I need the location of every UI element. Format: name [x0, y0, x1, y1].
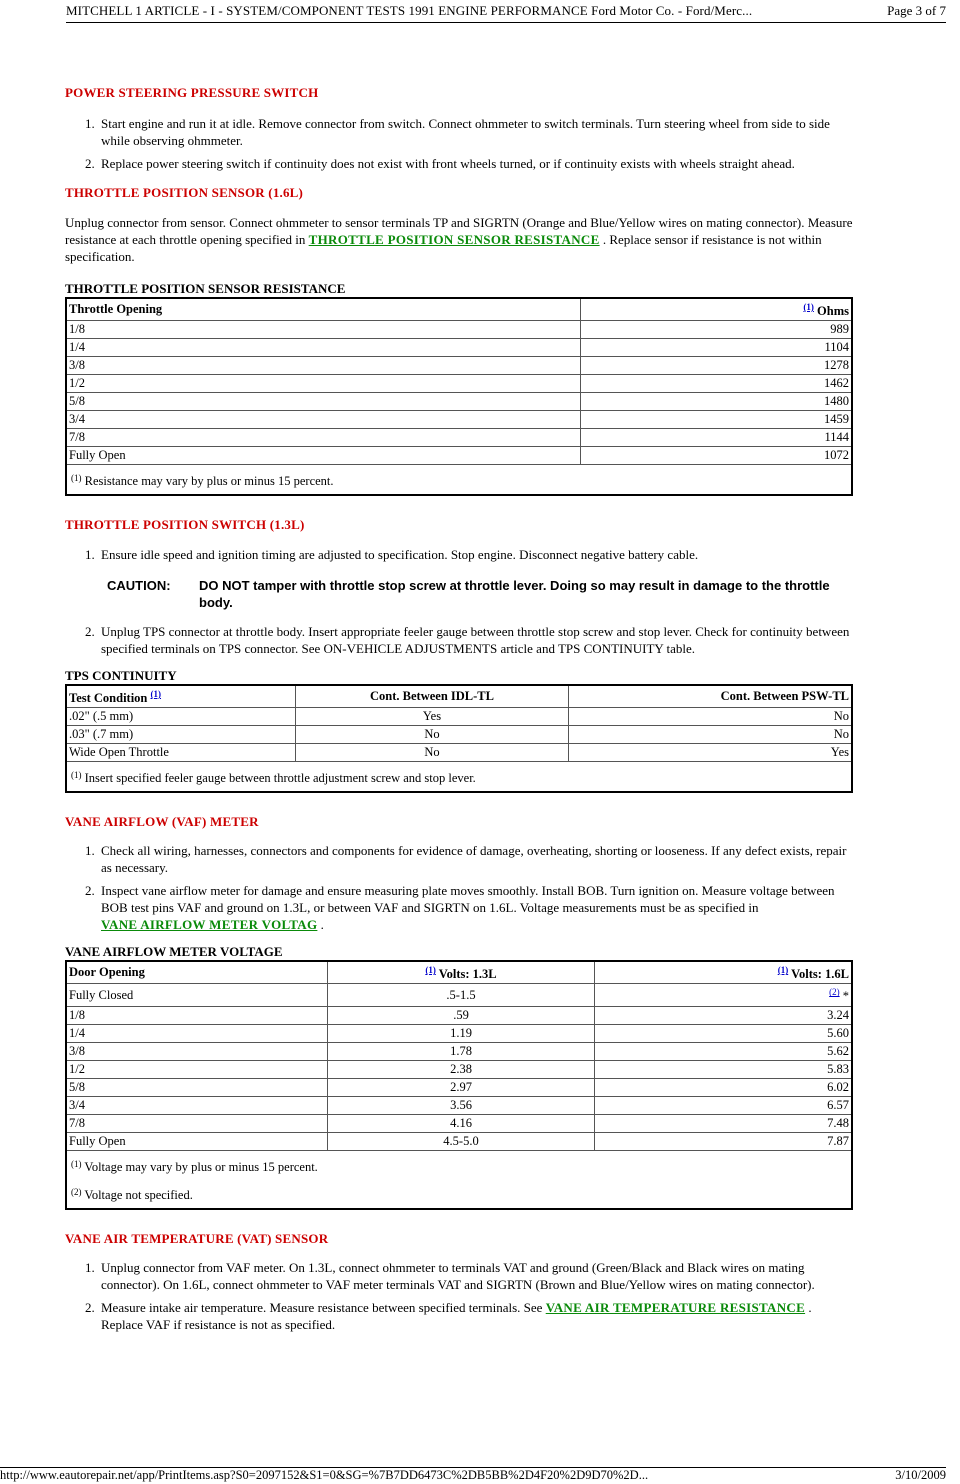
page-header: [66, 0, 946, 23]
vaf-steps: [65, 842, 853, 933]
table-row: Fully Open 1072: [66, 447, 852, 465]
list-item: 1. Unplug connector from VAF meter. On 1.3L, connect ohmmeter to terminals VAT and ground (Green/Black and Black wires on mating connector). On 1.6L, connect ohmmeter to VAF meter terminals VAT and SIGRTN (Brown and Blue/Yellow wires on mating connector).: [85, 1259, 815, 1292]
table-row: 1/2 1462: [66, 375, 852, 393]
list-item: 1. Start engine and run it at idle. Remove connector from switch. Connect ohmmeter to switch terminals. Turn steering wheel from side to side while observing ohmmeter.: [85, 116, 830, 148]
table-row: 5/8 1480: [66, 393, 852, 411]
column-header: Door Opening: [66, 961, 328, 984]
list-item: 2. Unplug TPS connector at throttle body. Insert appropriate feeler gauge between throttle stop screw and stop lever. Check for continuity between specified terminals on TPS connector. See ON-VEHICLE ADJUSTMENTS article and TPS CONTINUITY table.: [85, 624, 850, 657]
column-header: $^{(1)}$ Volts: 1.6L: [595, 961, 853, 984]
table-caption-tps-continuity: TPS CONTINUITY: [65, 668, 177, 684]
column-header: Cont. Between PSW-TL: [569, 685, 853, 708]
section-heading-vat-sensor: VANE AIR TEMPERATURE (VAT) SENSOR: [65, 1230, 329, 1246]
table-row: 1/2 2.38 5.83: [66, 1060, 852, 1078]
page-number: Page 3 of 7: [887, 3, 946, 18]
caution-notice: [107, 577, 853, 611]
table-row: .03" (.7 mm) No No: [66, 726, 852, 744]
table-header-row: [66, 961, 852, 984]
section-heading-tps-switch: THROTTLE POSITION SWITCH (1.3L): [65, 517, 305, 533]
list-item: 2. Inspect vane airflow meter for damage and ensure measuring plate moves smoothly. Install BOB. Turn ignition on. Measure voltage between BOB test pins VAF and ground on 1.3L, or between VAF and SIGRTN on 1.6L. Voltage measurements must be as specified in VANE AIRFLOW METER VOLTAG .: [85, 883, 835, 933]
footnote-link[interactable]: (1): [803, 302, 814, 312]
footnote-link[interactable]: (2): [829, 987, 840, 998]
caution-text: DO NOT tamper with throttle stop screw at throttle lever. Doing so may result in damage to the throttle body.: [199, 578, 830, 611]
page-footer: [0, 1467, 946, 1484]
tps-resistance-link[interactable]: THROTTLE POSITION SENSOR RESISTANCE: [308, 232, 600, 247]
article-title: MITCHELL 1 ARTICLE - I - SYSTEM/COMPONENT TESTS 1991 ENGINE PERFORMANCE Ford Motor Co. - Ford/Merc...: [66, 3, 753, 18]
vat-resistance-link[interactable]: VANE AIR TEMPERATURE RESISTANCE: [545, 1299, 806, 1315]
section-heading-vaf-meter: VANE AIRFLOW (VAF) METER: [65, 814, 259, 830]
table-row: Wide Open Throttle No Yes: [66, 744, 852, 762]
table-row: 7/8 1144: [66, 429, 852, 447]
tps-sensor-paragraph: Unplug connector from sensor. Connect ohmmeter to sensor terminals TP and SIGRTN (Orange and Blue/Yellow wires on mating connector). Measure resistance at each throttle opening specified in THROTTLE POSITION SENSOR RESISTANCE . Replace sensor if resistance is not within specification.: [65, 215, 853, 264]
table-row: .02" (.5 mm) Yes No: [66, 708, 852, 726]
power-steering-steps: [65, 115, 853, 172]
table-row: 1/8 989: [66, 321, 852, 339]
tps-continuity-table: [65, 684, 853, 793]
table-caption-vaf-voltage: VANE AIRFLOW METER VOLTAGE: [65, 944, 283, 960]
footnote-link[interactable]: (1): [777, 965, 789, 976]
table-row: 7/8 4.16 7.48: [66, 1114, 852, 1132]
table-caption-tps-resistance: THROTTLE POSITION SENSOR RESISTANCE: [65, 281, 346, 296]
article-body: [65, 84, 853, 1339]
list-item: 2. Measure intake air temperature. Measure resistance between specified terminals. See VANE AIR TEMPERATURE RESISTANCE . Replace VAF if resistance is not as specified.: [85, 1299, 812, 1332]
table-row: 1/8 .59 3.24: [66, 1006, 852, 1024]
print-date: 3/10/2009: [895, 1468, 946, 1482]
column-header: $^{(1)}$ Ohms: [581, 298, 853, 321]
caution-label: CAUTION:: [107, 578, 171, 594]
tps-switch-steps: [65, 546, 853, 563]
list-item: 1. Check all wiring, harnesses, connectors and components for evidence of damage, overheating, shorting or looseness. If any defect exists, repair as necessary.: [85, 843, 847, 876]
table-row: 3/4 3.56 6.57: [66, 1096, 852, 1114]
table-row: 3/8 1278: [66, 357, 852, 375]
section-heading-tps-sensor: THROTTLE POSITION SENSOR (1.6L): [65, 185, 304, 200]
column-header: Test Condition $^{(1)}$: [66, 685, 296, 708]
table-row: 1/4 1.19 5.60: [66, 1024, 852, 1042]
vaf-voltage-table: [65, 960, 853, 1209]
list-item: 2. Replace power steering switch if continuity does not exist with front wheels turned, or if continuity exists with wheels straight ahead.: [85, 156, 795, 171]
table-footnote-row: $^{(1)}$ Insert specified feeler gauge between throttle adjustment screw and stop lever.: [66, 762, 852, 793]
vat-steps: [65, 1259, 853, 1333]
tps-switch-steps-cont: [65, 623, 853, 657]
table-row: 3/8 1.78 5.62: [66, 1042, 852, 1060]
footnote-link[interactable]: (1): [150, 689, 162, 700]
footnote-link[interactable]: (1): [425, 965, 436, 976]
section-heading-power-steering: POWER STEERING PRESSURE SWITCH: [65, 85, 319, 100]
table-footnote-row: $^{(1)}$ Voltage may vary by plus or minus 15 percent. $^{(2)}$ Voltage not specified.: [66, 1150, 852, 1209]
column-header: $^{(1)}$ Volts: 1.3L: [328, 961, 595, 984]
column-header: Throttle Opening: [66, 298, 581, 321]
table-row: 5/8 2.97 6.02: [66, 1078, 852, 1096]
page-url: http://www.eautorepair.net/app/PrintItems.asp?S0=2097152&S1=0&SG=%7B7DD6473C%2DB5BB%2D4F20%2D9D70%2D...: [0, 1468, 649, 1482]
table-header-row: [66, 685, 852, 708]
table-header-row: [66, 298, 852, 321]
column-header: Cont. Between IDL-TL: [296, 685, 569, 708]
tps-resistance-table: [65, 297, 853, 496]
vaf-voltage-link[interactable]: VANE AIRFLOW METER VOLTAG: [101, 917, 318, 933]
table-footnote-row: $^{(1)}$ Resistance may vary by plus or minus 15 percent.: [66, 465, 852, 496]
table-row: Fully Closed .5-1.5 $^{(2)}$ *: [66, 984, 852, 1006]
table-row: Fully Open 4.5-5.0 7.87: [66, 1132, 852, 1150]
list-item: 1. Ensure idle speed and ignition timing are adjusted to specification. Stop engine. Disconnect negative battery cable.: [85, 547, 699, 563]
table-row: 3/4 1459: [66, 411, 852, 429]
table-row: 1/4 1104: [66, 339, 852, 357]
